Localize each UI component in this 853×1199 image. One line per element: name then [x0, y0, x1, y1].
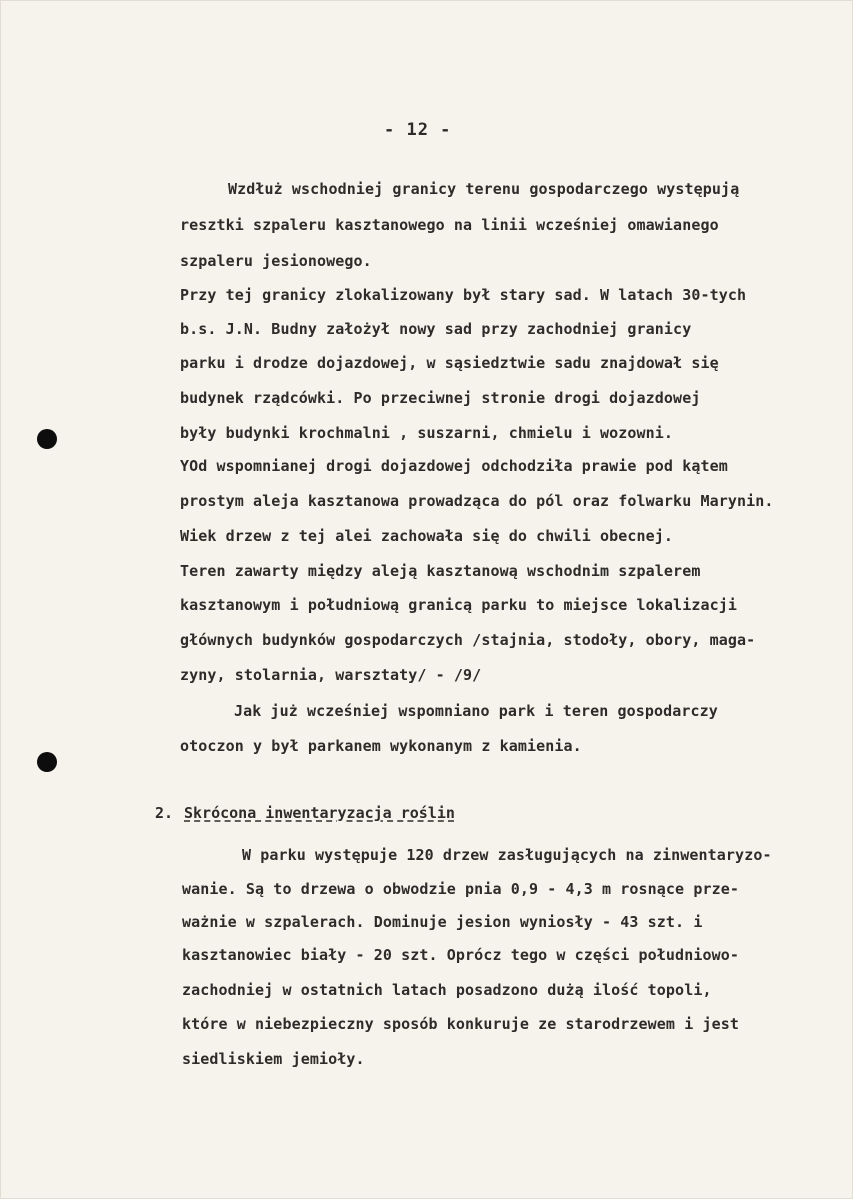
- text-line: siedliskiem jemioły.: [182, 1050, 365, 1068]
- text-line: kasztanowiec biały - 20 szt. Oprócz tego w części południowo-: [182, 946, 739, 964]
- text-line: budynek rządcówki. Po przeciwnej stronie drogi dojazdowej: [180, 389, 701, 407]
- text-line: zachodniej w ostatnich latach posadzono dużą ilość topoli,: [182, 981, 712, 999]
- text-line: które w niebezpieczny sposób konkuruje ze starodrzewem i jest: [182, 1015, 739, 1033]
- text-line: Przy tej granicy zlokalizowany był stary sad. W latach 30-tych: [180, 286, 747, 304]
- punch-hole-top: [37, 429, 57, 449]
- text-line: wanie. Są to drzewa o obwodzie pnia 0,9 - 4,3 m rosnące prze-: [182, 880, 739, 898]
- text-line: szpaleru jesionowego.: [180, 252, 372, 270]
- punch-hole-bottom: [37, 752, 57, 772]
- text-line: parku i drodze dojazdowej, w sąsiedztwie sadu znajdował się: [180, 354, 719, 372]
- text-line: Teren zawarty między aleją kasztanową wschodnim szpalerem: [180, 562, 701, 580]
- text-line: były budynki krochmalni , suszarni, chmielu i wozowni.: [180, 424, 674, 442]
- text-line: resztki szpaleru kasztanowego na linii wcześniej omawianego: [180, 216, 719, 234]
- section-title: Skrócona inwentaryzacja roślin: [184, 804, 455, 822]
- text-line: głównych budynków gospodarczych /stajnia, stodoły, obory, maga-: [180, 631, 756, 649]
- text-line: Jak już wcześniej wspomniano park i teren gospodarczy: [234, 702, 718, 720]
- text-line: kasztanowym i południową granicą parku to miejsce lokalizacji: [180, 596, 737, 614]
- text-line: Wzdłuż wschodniej granicy terenu gospodarczego występują: [228, 180, 740, 198]
- text-line: zyny, stolarnia, warsztaty/ - /9/: [180, 666, 482, 684]
- text-line: Wiek drzew z tej alei zachowała się do chwili obecnej.: [180, 527, 674, 545]
- text-line: YOd wspomnianej drogi dojazdowej odchodziła prawie pod kątem: [180, 457, 728, 475]
- section-number: 2.: [155, 804, 174, 822]
- text-line: prostym aleja kasztanowa prowadząca do pól oraz folwarku Marynin.: [180, 492, 774, 510]
- text-line: otoczon y był parkanem wykonanym z kamienia.: [180, 737, 582, 755]
- page-number: - 12 -: [384, 120, 452, 140]
- text-line: b.s. J.N. Budny założył nowy sad przy zachodniej granicy: [180, 320, 692, 338]
- text-line: ważnie w szpalerach. Dominuje jesion wyniosły - 43 szt. i: [182, 913, 703, 931]
- text-line: W parku występuje 120 drzew zasługujących na zinwentaryzo-: [242, 846, 772, 864]
